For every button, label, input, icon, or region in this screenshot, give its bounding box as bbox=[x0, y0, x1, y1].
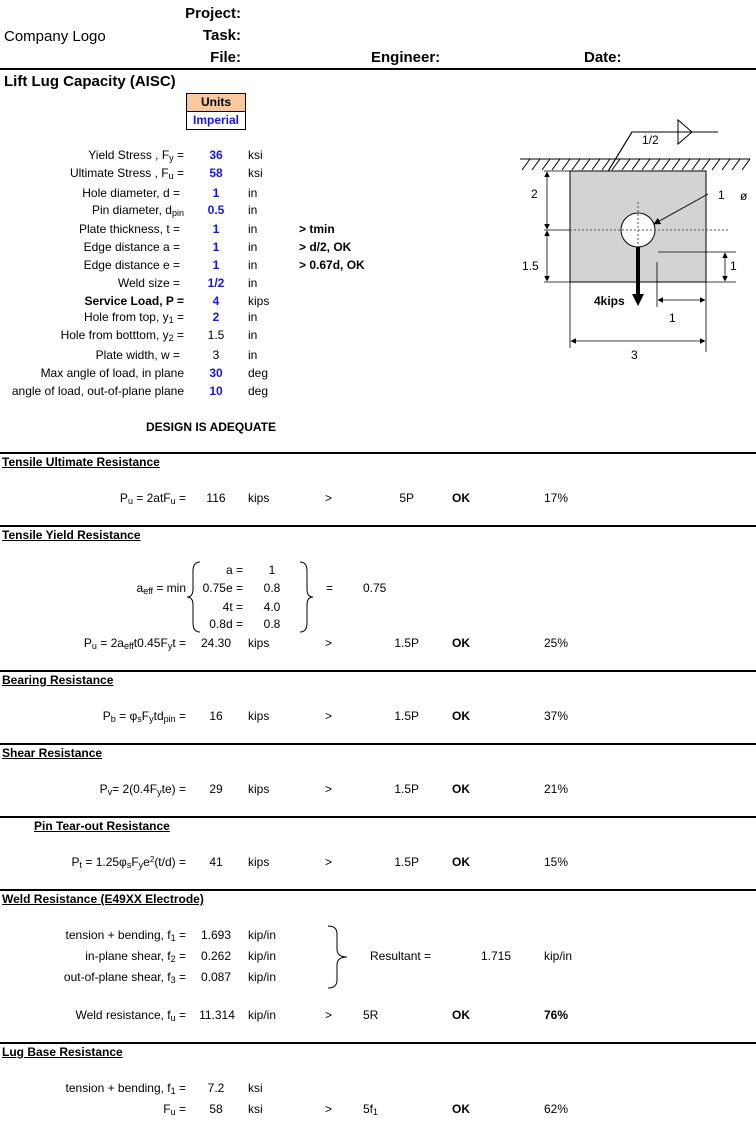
capacity-value: 116 bbox=[206, 491, 226, 505]
formula-label: $P_t = 1.25\varphi_sF_ye^2(t/d)$ = bbox=[71, 855, 186, 870]
hole-from-bottom-unit: in bbox=[248, 328, 258, 342]
engineer-label: Engineer: bbox=[371, 49, 441, 66]
f3-value: 0.087 bbox=[200, 970, 232, 984]
divider bbox=[0, 670, 756, 672]
f1-label: tension + bending, $f_1$ = bbox=[65, 1081, 186, 1096]
pin-diameter-input[interactable]: 0.5 bbox=[207, 203, 225, 217]
angle-in-plane-unit: deg bbox=[248, 366, 269, 380]
hole-diameter-label: Hole diameter, d = bbox=[82, 186, 180, 200]
capacity-unit: kips bbox=[248, 782, 270, 796]
divider bbox=[0, 1042, 756, 1044]
section-title: Tensile Yield Resistance bbox=[2, 528, 141, 542]
hole-diameter-unit: in bbox=[248, 186, 258, 200]
plate-thickness-input[interactable]: 1 bbox=[212, 222, 220, 236]
edge-a-input[interactable]: 1 bbox=[212, 240, 220, 254]
demand: 1.5P bbox=[394, 855, 419, 869]
right-brace bbox=[298, 561, 314, 633]
fy-label: Yield Stress , $F_y$ = bbox=[88, 148, 184, 163]
formula-label: $P_u = 2atF_u$ = bbox=[119, 491, 186, 506]
ratio: 37% bbox=[544, 709, 569, 723]
demand: 5P bbox=[399, 491, 414, 505]
compare-sign: > bbox=[325, 1102, 333, 1116]
angle-in-plane-input[interactable]: 30 bbox=[209, 366, 223, 380]
formula-label: $P_b = \varphi_sF_ytd_{pin}$ = bbox=[102, 709, 186, 724]
min-row-value: 0.8 bbox=[263, 617, 281, 631]
support-hatch bbox=[520, 159, 750, 170]
compare-sign: > bbox=[325, 636, 333, 650]
demand: 1.5P bbox=[394, 636, 419, 650]
f1-label: tension + bending, $f_1$ = bbox=[65, 928, 186, 943]
demand: 1.5P bbox=[394, 709, 419, 723]
equals-sign: = bbox=[326, 581, 334, 595]
ok-status: OK bbox=[452, 1008, 470, 1022]
divider bbox=[0, 816, 756, 818]
edge-e-input[interactable]: 1 bbox=[212, 258, 220, 272]
compare-sign: > bbox=[325, 782, 333, 796]
ratio: 76% bbox=[544, 1008, 569, 1022]
f2-label: in-plane shear, $f_2$ = bbox=[85, 949, 186, 964]
lug-diagram bbox=[500, 112, 756, 372]
ok-status: OK bbox=[452, 782, 470, 796]
compare-sign: > bbox=[325, 709, 333, 723]
units-select[interactable]: Imperial bbox=[186, 111, 246, 130]
fu-value: 58 bbox=[209, 1102, 223, 1116]
min-row-label: a = bbox=[225, 563, 243, 577]
f1-value: 1.693 bbox=[200, 928, 232, 942]
ratio: 15% bbox=[544, 855, 569, 869]
plate-thickness-label: Plate thickness, t = bbox=[78, 222, 180, 236]
hole-from-top-input[interactable]: 2 bbox=[212, 310, 220, 324]
ok-status: OK bbox=[452, 491, 470, 505]
weld-resistance-label: Weld resistance, $f_u$ = bbox=[75, 1008, 186, 1023]
ok-status: OK bbox=[452, 855, 470, 869]
date-label: Date: bbox=[584, 49, 622, 66]
demand: $5f_1$ bbox=[363, 1102, 379, 1117]
plate-width-unit: in bbox=[248, 348, 258, 362]
plate-width-value: 3 bbox=[212, 348, 220, 362]
load-label: 4kips bbox=[594, 294, 625, 308]
ok-status: OK bbox=[452, 709, 470, 723]
fy-unit: ksi bbox=[248, 148, 263, 162]
angle-out-plane-label: angle of load, out-of-plane plane bbox=[11, 384, 184, 398]
edge-e-unit: in bbox=[248, 258, 258, 272]
hole-from-bottom-label: Hole from botttom, $y_2$ = bbox=[60, 328, 184, 343]
project-label: Project: bbox=[185, 5, 241, 22]
aeff-value: 0.75 bbox=[363, 581, 387, 595]
capacity-value: 24.30 bbox=[200, 636, 232, 650]
divider bbox=[0, 525, 756, 527]
min-row-value: 4.0 bbox=[263, 600, 281, 614]
fu-label: Ultimate Stress , $F_u$ = bbox=[69, 166, 184, 181]
angle-out-plane-input[interactable]: 10 bbox=[209, 384, 223, 398]
page-title: Lift Lug Capacity (AISC) bbox=[4, 73, 176, 90]
capacity-unit: kips bbox=[248, 855, 270, 869]
min-row-value: 1 bbox=[268, 563, 276, 577]
weld-resistance-value: 11.314 bbox=[199, 1008, 235, 1022]
edge-a-check: > d/2, OK bbox=[299, 240, 352, 254]
f1-unit: kip/in bbox=[248, 928, 277, 942]
hole-diameter-input[interactable]: 1 bbox=[212, 186, 220, 200]
min-row-label: 4t = bbox=[222, 600, 243, 614]
weld-resistance-unit: kip/in bbox=[248, 1008, 277, 1022]
service-load-label: Service Load, P = bbox=[84, 294, 184, 308]
aeff-label: $a_{eff} = \min$ bbox=[136, 581, 186, 596]
units-header: Units bbox=[186, 93, 246, 112]
hole-from-top-unit: in bbox=[248, 310, 258, 324]
dim-bottom-text: 1.5 bbox=[522, 259, 539, 273]
dim-top-text: 2 bbox=[531, 187, 538, 201]
f3-label: out-of-plane shear, $f_3$ = bbox=[63, 970, 186, 985]
capacity-value: 16 bbox=[209, 709, 223, 723]
ratio: 21% bbox=[544, 782, 569, 796]
company-logo: Company Logo bbox=[4, 28, 106, 45]
divider bbox=[0, 889, 756, 891]
header-divider bbox=[0, 68, 756, 70]
capacity-value: 29 bbox=[209, 782, 223, 796]
service-load-input[interactable]: 4 bbox=[212, 294, 220, 308]
f2-value: 0.262 bbox=[200, 949, 232, 963]
capacity-unit: kips bbox=[248, 636, 270, 650]
task-label: Task: bbox=[202, 27, 241, 44]
section-title: Shear Resistance bbox=[2, 746, 103, 760]
resultant-unit: kip/in bbox=[544, 949, 573, 963]
ratio: 17% bbox=[544, 491, 569, 505]
service-load-unit: kips bbox=[248, 294, 270, 308]
section-title: Tensile Ultimate Resistance bbox=[2, 455, 160, 469]
divider bbox=[0, 452, 756, 454]
ok-status: OK bbox=[452, 636, 470, 650]
weld-size-unit: in bbox=[248, 276, 258, 290]
f3-unit: kip/in bbox=[248, 970, 277, 984]
edge-a-unit: in bbox=[248, 240, 258, 254]
resultant-value: 1.715 bbox=[481, 949, 512, 963]
min-row-label: 0.8d = bbox=[209, 617, 243, 631]
edge-e-label: Edge distance e = bbox=[83, 258, 180, 272]
edge-a-label: Edge distance a = bbox=[83, 240, 180, 254]
demand: 5R bbox=[363, 1008, 379, 1022]
weld-size-text: 1/2 bbox=[642, 133, 659, 147]
fu-input[interactable]: 58 bbox=[209, 166, 223, 180]
formula-label: $P_u = 2a_{eff}t0.45F_yt$ = bbox=[83, 636, 186, 651]
min-row-label: 0.75e = bbox=[202, 581, 243, 595]
pin-diameter-unit: in bbox=[248, 203, 258, 217]
f1-unit: ksi bbox=[248, 1081, 263, 1095]
min-row-value: 0.8 bbox=[263, 581, 281, 595]
dim-width-text: 3 bbox=[631, 348, 638, 362]
design-status: DESIGN IS ADEQUATE bbox=[146, 420, 277, 434]
section-title: Lug Base Resistance bbox=[2, 1045, 123, 1059]
right-brace bbox=[326, 925, 350, 989]
hole-from-top-label: Hole from top, $y_1$ = bbox=[83, 310, 184, 325]
fy-input[interactable]: 36 bbox=[209, 148, 223, 162]
plate-thickness-unit: in bbox=[248, 222, 258, 236]
ratio: 25% bbox=[544, 636, 569, 650]
fu-unit: ksi bbox=[248, 1102, 263, 1116]
capacity-unit: kips bbox=[248, 709, 270, 723]
plate-thickness-check: > tmin bbox=[299, 222, 335, 236]
pin-diameter-label: Pin diameter, $d_{pin}$ bbox=[91, 203, 184, 218]
section-title: Pin Tear-out Resistance bbox=[34, 819, 170, 833]
hole-dim-text: 1 bbox=[718, 188, 725, 202]
diameter-icon: ø bbox=[740, 189, 748, 203]
compare-sign: > bbox=[325, 855, 333, 869]
hole-from-bottom-value: 1.5 bbox=[207, 328, 225, 342]
edge-e-check: > 0.67d, OK bbox=[299, 258, 365, 272]
ok-status: OK bbox=[452, 1102, 470, 1116]
angle-in-plane-label: Max angle of load, in plane bbox=[40, 366, 184, 380]
f2-unit: kip/in bbox=[248, 949, 277, 963]
fu-label: $F_u$ = bbox=[163, 1102, 186, 1117]
compare-sign: > bbox=[325, 491, 333, 505]
fu-unit: ksi bbox=[248, 166, 263, 180]
divider bbox=[0, 743, 756, 745]
capacity-unit: kips bbox=[248, 491, 270, 505]
file-label: File: bbox=[210, 49, 241, 66]
resultant-label: Resultant = bbox=[370, 949, 432, 963]
formula-label: $P_v= 2(0.4F_yte)$ = bbox=[99, 782, 186, 797]
section-title: Bearing Resistance bbox=[2, 673, 114, 687]
dim-right-text: 1 bbox=[730, 259, 737, 273]
dim-edge-text: 1 bbox=[669, 311, 676, 325]
plate-width-label: Plate width, w = bbox=[95, 348, 180, 362]
capacity-value: 41 bbox=[209, 855, 223, 869]
f1-value: 7.2 bbox=[207, 1081, 225, 1095]
angle-out-plane-unit: deg bbox=[248, 384, 269, 398]
compare-sign: > bbox=[325, 1008, 333, 1022]
section-title: Weld Resistance (E49XX Electrode) bbox=[2, 892, 204, 906]
weld-size-label: Weld size = bbox=[117, 276, 180, 290]
demand: 1.5P bbox=[394, 782, 419, 796]
weld-size-input[interactable]: 1/2 bbox=[207, 276, 225, 290]
ratio: 62% bbox=[544, 1102, 569, 1116]
